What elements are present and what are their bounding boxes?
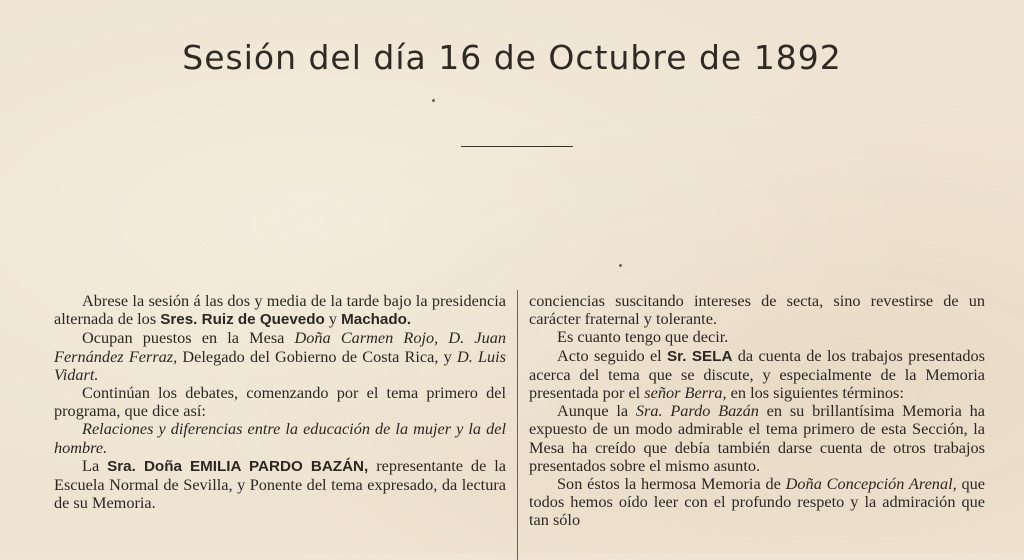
text-run: Acto seguido el — [557, 345, 668, 365]
person-name: Doña Concepción Arenal, — [785, 474, 957, 494]
text-run: Delegado del Gobierno de Costa Rica, y — [177, 346, 457, 366]
text-run: da cuenta de los trabajos presentados acerca del tema que se discute, y especialmente de la Memoria presentada por el — [529, 345, 985, 403]
person-name: D. Juan Fernández Ferraz, — [54, 328, 506, 366]
speaker-name: Machado. — [341, 311, 412, 329]
paragraph-theme — [54, 420, 506, 456]
person-name: Doña Carmen Rojo, — [294, 328, 439, 348]
paragraph-debates: Continúan los debates, comenzando por el tema primero del programa, que dice así: — [54, 383, 506, 421]
text-run: Aunque la — [557, 401, 636, 421]
speaker-name: Sr. SELA — [667, 347, 733, 365]
person-name: D. Luis Vidart. — [54, 346, 507, 384]
paper-speck — [619, 264, 622, 267]
text-run: Abrese la sesión á las dos y media de la tarde bajo la presidencia alternada de los — [54, 291, 506, 329]
person-name: señor Berra, — [644, 383, 727, 403]
text-run: La — [82, 455, 108, 475]
person-name: Sra. Pardo Bazán — [635, 401, 759, 421]
left-column — [54, 292, 506, 512]
speaker-name: Sres. Ruiz de Quevedo — [160, 311, 325, 329]
text-run: Son éstos la hermosa Memoria de — [557, 474, 786, 494]
paragraph-opening — [54, 292, 506, 329]
text-run: representante de la Escuela Normal de Sevilla, y Ponente del tema expresado, da lectura de su Memoria. — [54, 455, 507, 513]
right-column — [529, 292, 985, 530]
column-divider — [517, 290, 518, 560]
text-run: y — [324, 309, 342, 329]
session-title: Sesión del día 16 de Octubre de 1892 — [182, 38, 842, 77]
theme-text: Relaciones y diferencias entre la educación de la mujer y la del hombre. — [54, 419, 506, 457]
text-run: en los siguientes términos: — [726, 383, 904, 403]
paragraph-closing: Es cuanto tengo que decir. — [557, 327, 729, 347]
paragraph-sela — [529, 347, 985, 403]
paragraph-arenal — [529, 475, 985, 530]
paragraph-mesa — [54, 329, 506, 384]
text-run: en su brillantísima Memoria ha expuesto de un modo admirable el tema primero de esta Sección, la Mesa ha creído que debía también darse cuenta de otros trabajos presentados sobre el mismo asunto. — [529, 401, 985, 475]
text-run — [438, 328, 448, 347]
text-run: que todos hemos oído leer con el profundo respeto y la admiración que tan sólo — [529, 474, 985, 530]
paragraph-pardo-bazan — [54, 457, 506, 513]
title-rule — [461, 146, 573, 147]
paragraph-continuation: conciencias suscitando intereses de secta, sino revestirse de un carácter fraternal y tolerante. — [529, 291, 985, 329]
speaker-name: Sra. Doña EMILIA PARDO BAZÁN, — [107, 457, 369, 475]
text-run: Ocupan puestos en la Mesa — [82, 328, 295, 348]
paper-speck — [432, 99, 435, 102]
paragraph-memoria — [529, 402, 985, 475]
